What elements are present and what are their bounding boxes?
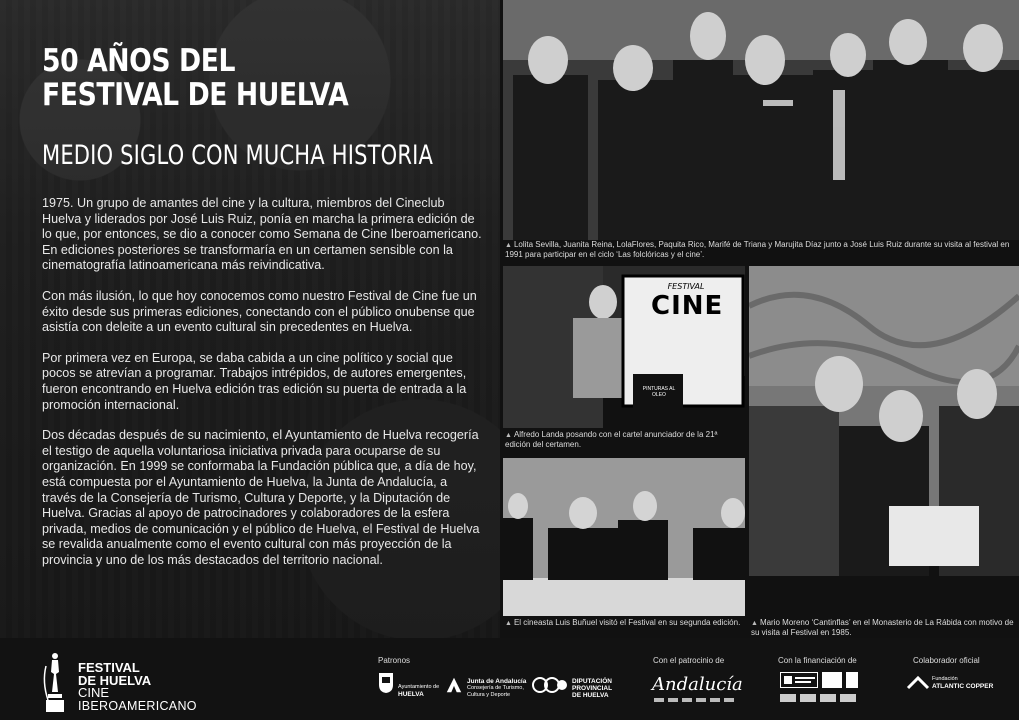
andalucia-small-logos [654, 698, 734, 702]
sponsor-diputacion [572, 678, 612, 699]
main-title [42, 44, 348, 112]
label-financiacion: Con la financiación de [778, 656, 857, 665]
photo-bunuel-image [503, 458, 745, 616]
caption-alfredo-landa [505, 430, 745, 450]
festival-name-line-4: IBEROAMERICANO [78, 698, 197, 713]
eu-funds-logos-icon [780, 694, 860, 702]
footer [0, 638, 1019, 720]
text-panel [0, 0, 500, 638]
sponsor-diputacion-line-3: DE HUELVA [572, 692, 609, 699]
photo-folcloricas [503, 0, 1019, 240]
sponsor-diputacion-line-2: PROVINCIAL [572, 685, 613, 692]
paragraph: Con más ilusión, lo que hoy conocemos como nuestro Festival de Cine fue un éxito desde sus primeras ediciones, conectando con el público onubense que asistía con deleite a un evento cultural sin precedentes en Huelva. [42, 288, 477, 335]
label-patrocinio: Con el patrocinio de [653, 656, 725, 665]
festival-name [78, 662, 197, 712]
poster-line-2: CINE [651, 291, 724, 321]
diputacion-emblem-icon [532, 674, 568, 696]
festival-name-line-3: CINE [78, 685, 110, 700]
poster-title [651, 282, 724, 321]
sponsor-atlantic-copper [932, 676, 993, 690]
financiacion-logo-icon [846, 672, 858, 688]
caption-triangle-icon: ▲ [505, 620, 512, 627]
paragraph: 1975. Un grupo de amantes del cine y la cultura, miembros del Cineclub Huelva y liderados por José Luis Ruiz, ponía en marcha la primera edición de lo que, por entonces, se dio a conocer como Semana de Cine Iberoamericano. En ediciones posteriores se transformaría en un certamen sensible con la cinematografía latinoamericana más reivindicativa. [42, 196, 482, 273]
sponsor-diputacion-line-1: DIPUTACIÓN [572, 678, 612, 685]
sponsor-junta-line-1: Junta de Andalucía [467, 678, 527, 685]
title-line-2: FESTIVAL DE HUELVA [42, 77, 349, 113]
sponsor-andalucia: Andalucía [652, 674, 743, 695]
festival-name-line-1: FESTIVAL [78, 660, 140, 675]
gobierno-espana-logo-icon [780, 672, 818, 688]
sponsor-ayuntamiento-line-2: HUELVA [398, 691, 424, 698]
poster-line-3: PINTURAS AL OLEO [642, 386, 676, 398]
photo-folcloricas-image [503, 0, 1019, 240]
caption-text: El cineasta Luis Buñuel visitó el Festival en su segunda edición. [513, 618, 741, 627]
caption-text: Lolita Sevilla, Juanita Reina, LolaFlores, Paquita Rico, Marifé de Triana y Marujita Díaz junto a José Luis Ruiz durante su visita al festival en 1991 para participar en el ciclo ‘Las folclóricas y el cine’. [505, 240, 1010, 260]
sponsor-ayuntamiento-line-1: Ayuntamiento de [398, 684, 440, 690]
caption-triangle-icon: ▲ [751, 620, 758, 627]
subtitle: MEDIO SIGLO CON MUCHA HISTORIA [42, 140, 434, 171]
caption-bunuel [505, 618, 745, 628]
sponsor-junta-line-2: Consejería de Turismo, [467, 685, 524, 691]
sponsor-junta-line-3: Cultura y Deporte [467, 692, 511, 698]
paragraph: Por primera vez en Europa, se daba cabida a un cine político y social que pocos se atrevían a programar. Trabajos intrépidos, de autores emergentes, fueron encontrando en Huelva edición tras edición su puerta de entrada a la promoción internacional. [42, 350, 467, 412]
body-text [42, 196, 482, 583]
caption-cantinflas [751, 618, 1017, 638]
paragraph: Dos décadas después de su nacimiento, el Ayuntamiento de Huelva recogería el testigo de aquella voluntariosa iniciativa privada para ocuparse de su organización. En 1999 se conformaba la Fundación pública que, a día de hoy, está compuesta por el Ayuntamiento de Huelva, la Junta de Andalucía, a través de la Consejería de Turismo, Cultura y Deporte, y la Diputación de Huelva. Gracias al apoyo de patrocinadores y colaboradores de la esfera privada, medios de comunicación y el público de Huelva, el Festival de Huelva se revalida anualmente como el evento cultural con más proyección de la provincia y uno de los más destacados del territorio nacional. [42, 428, 480, 567]
sponsor-fundacion-line-1: Fundación [932, 676, 958, 682]
photo-cantinflas [749, 266, 1019, 616]
title-line-1: 50 AÑOS DEL [42, 43, 236, 79]
photo-bunuel [503, 458, 745, 616]
caption-folcloricas [505, 240, 1017, 260]
sponsor-ayuntamiento [398, 684, 439, 698]
atlantic-copper-logo-icon [906, 676, 930, 690]
photo-alfredo-landa [503, 266, 745, 428]
junta-andalucia-arch-icon [445, 676, 463, 694]
caption-triangle-icon: ▲ [505, 432, 512, 439]
ayuntamiento-shield-icon [378, 672, 394, 694]
photo-cantinflas-image [749, 266, 1019, 616]
label-patronos: Patronos [378, 656, 411, 665]
label-colaborador: Colaborador oficial [913, 656, 980, 665]
caption-text: Mario Moreno ‘Cantinflas’ en el Monasterio de La Rábida con motivo de su visita al Festival en 1985. [751, 618, 1014, 638]
sponsor-fundacion-line-2: ATLANTIC COPPER [932, 683, 994, 690]
caption-triangle-icon: ▲ [505, 242, 512, 249]
festival-statue-logo-icon [40, 652, 70, 714]
ministerio-logo-icon [822, 672, 842, 688]
caption-text: Alfredo Landa posando con el cartel anunciador de la 21ª edición del certamen. [505, 430, 718, 450]
poster-line-1: FESTIVAL [667, 282, 705, 291]
sponsor-junta [467, 678, 526, 699]
festival-name-line-2: DE HUELVA [78, 672, 152, 688]
